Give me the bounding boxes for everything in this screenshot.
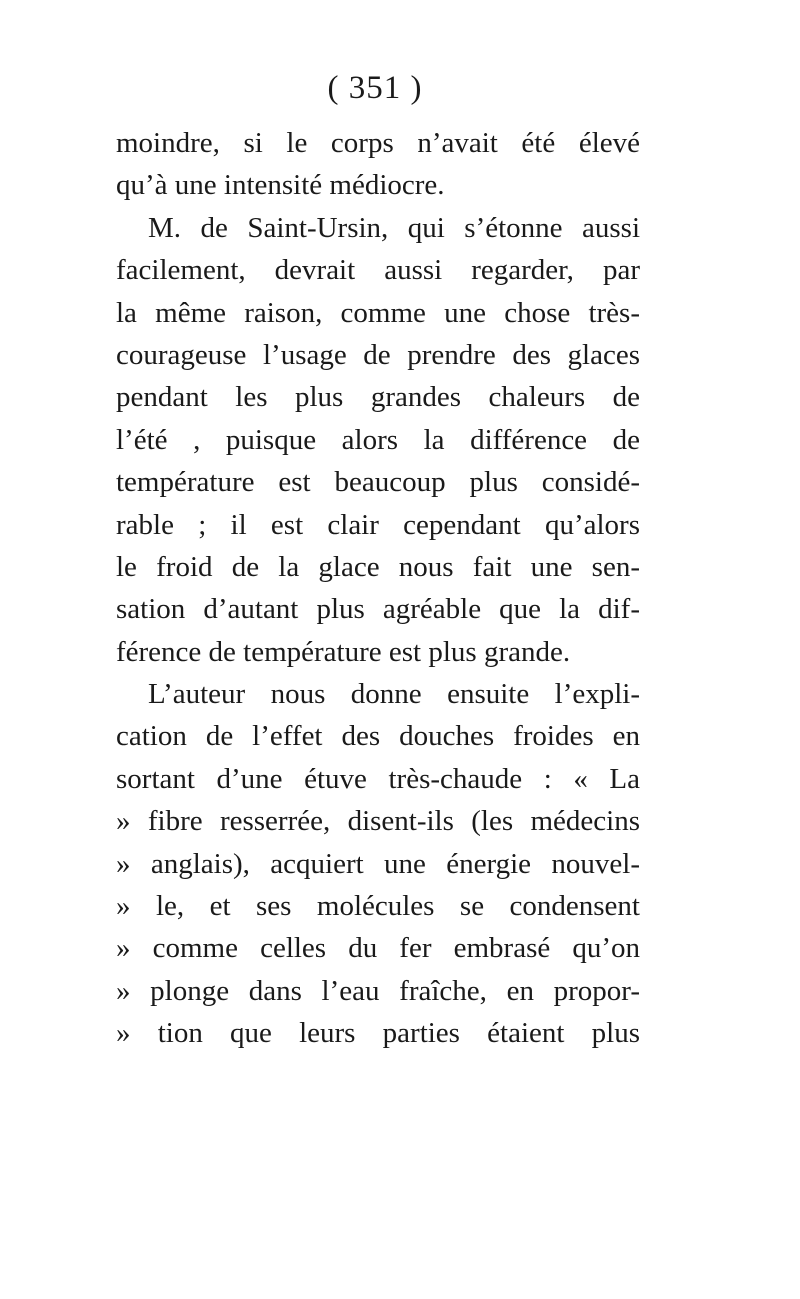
text-line: M. de Saint-Ursin, qui s’étonne aussi	[148, 211, 640, 244]
text-line: sation d’autant plus agréable que la dif-	[116, 593, 640, 626]
text-line: férence de température est plus grande.	[116, 635, 571, 668]
text-line: » tion que leurs parties étaient plus	[116, 1017, 640, 1050]
text-line: le froid de la glace nous fait une sen-	[116, 550, 640, 583]
text-line: L’auteur nous donne ensuite l’expli-	[148, 678, 640, 711]
text-line: cation de l’effet des douches froides en	[116, 720, 640, 753]
text-line: pendant les plus grandes chaleurs de	[116, 381, 640, 414]
text-line: » comme celles du fer embrasé qu’on	[116, 932, 640, 965]
page-number: ( 351 )	[327, 70, 423, 106]
text-line: facilement, devrait aussi regarder, par	[116, 254, 640, 287]
text-line: l’été , puisque alors la différence de	[116, 423, 640, 456]
body-text	[116, 122, 640, 1055]
text-line: moindre, si le corps n’avait été élevé	[116, 127, 640, 159]
text-line: qu’à une intensité médiocre.	[116, 169, 445, 202]
text-line: courageuse l’usage de prendre des glaces	[116, 338, 640, 371]
text-line: sortant d’une étuve très-chaude : « La	[116, 762, 640, 795]
text-line: rable ; il est clair cependant qu’alors	[116, 508, 640, 541]
text-line: » fibre resserrée, disent-ils (les médecins	[116, 805, 640, 838]
text-line: » le, et ses molécules se condensent	[116, 890, 640, 923]
text-line: température est beaucoup plus considé-	[116, 466, 640, 499]
text-line: » anglais), acquiert une énergie nouvel-	[116, 847, 640, 880]
text-line: la même raison, comme une chose très-	[116, 296, 640, 329]
text-line: » plonge dans l’eau fraîche, en propor-	[116, 974, 640, 1007]
